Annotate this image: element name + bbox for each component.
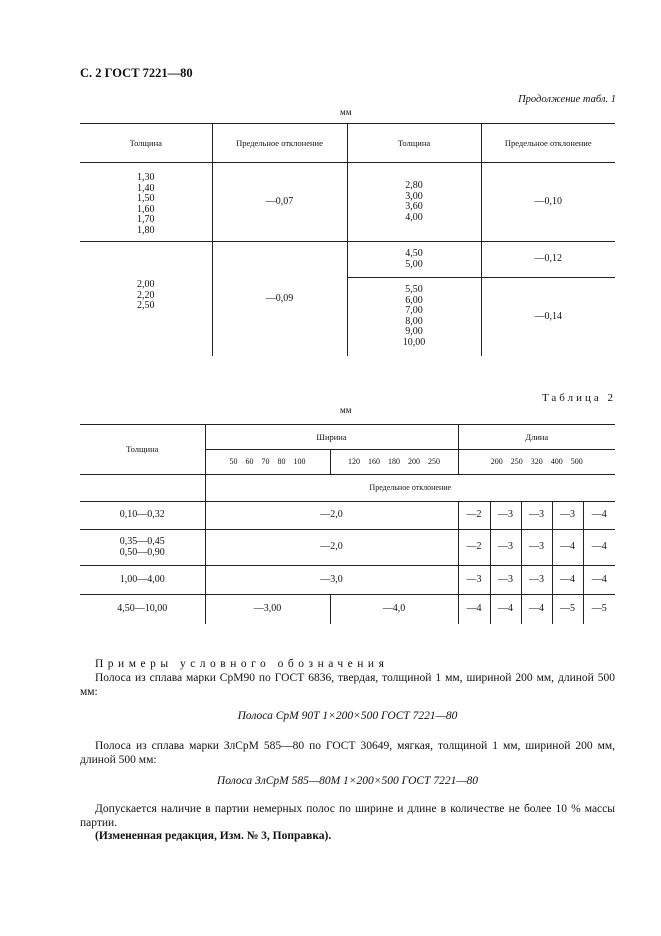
- thickness-list: 4,50 5,00: [347, 242, 481, 278]
- length-deviation: —3: [458, 566, 490, 595]
- col-thickness-2: Толщина: [347, 124, 481, 163]
- table1-row: [80, 242, 615, 278]
- table1-unit: мм: [340, 107, 352, 117]
- width-deviation: —2,0: [205, 530, 458, 566]
- deviation-value: —0,07: [212, 163, 347, 242]
- length-deviation: —3: [552, 502, 583, 530]
- length-deviation: —4: [552, 566, 583, 595]
- example-paragraph-2: Полоса из сплава марки ЗлСрМ 585—80 по ГОСТ 30649, мягкая, толщиной 1 мм, шириной 200 мм, длиной 500 мм:: [80, 740, 615, 766]
- length-deviation: —3: [521, 566, 552, 595]
- col-deviation-1: Предельное отклонение: [212, 124, 347, 163]
- length-deviation: —5: [583, 595, 615, 624]
- thickness-list: 2,80 3,00 3,60 4,00: [347, 163, 481, 242]
- width-deviation: —3,00: [205, 595, 330, 624]
- length-deviation: —4: [583, 566, 615, 595]
- deviation-header: Предельное отклонение: [205, 475, 615, 502]
- width-deviation: —3,0: [205, 566, 458, 595]
- example-formula-2: Полоса ЗлСрМ 585—80М 1×200×500 ГОСТ 7221—80: [216, 775, 479, 787]
- thickness-cell: 0,35—0,45 0,50—0,90: [80, 530, 205, 566]
- table1-header-row: [80, 124, 615, 163]
- deviation-value: —0,09: [212, 242, 347, 356]
- deviation-value: —0,12: [481, 242, 615, 278]
- length-deviation: —4: [521, 595, 552, 624]
- table-row: [80, 530, 615, 566]
- table2-header-row: [80, 425, 615, 450]
- table-row: [80, 502, 615, 530]
- length-deviation: —4: [583, 530, 615, 566]
- length-deviation: —3: [490, 502, 521, 530]
- length-deviation: —2: [458, 502, 490, 530]
- table-row: [80, 566, 615, 595]
- length-deviation: —4: [458, 595, 490, 624]
- length-deviation: —2: [458, 530, 490, 566]
- thickness-cell: 4,50—10,00: [80, 595, 205, 624]
- examples-title: Примеры условного обозначения: [95, 658, 389, 670]
- length-deviation: —4: [552, 530, 583, 566]
- width-deviation: —4,0: [330, 595, 458, 624]
- width-deviation: —2,0: [205, 502, 458, 530]
- empty-cell: [80, 475, 205, 502]
- table-1: [80, 123, 615, 356]
- length-values: 200 250 320 400 500: [458, 450, 615, 475]
- table1-row: [80, 163, 615, 242]
- width-values-group1: 50 60 70 80 100: [205, 450, 330, 475]
- amendment-note: (Измененная редакция, Изм. № 3, Поправка).: [95, 830, 332, 842]
- length-deviation: —3: [490, 566, 521, 595]
- col-deviation-2: Предельное отклонение: [481, 124, 615, 163]
- length-deviation: —3: [521, 502, 552, 530]
- example-formula-1: Полоса СрМ 90Т 1×200×500 ГОСТ 7221—80: [237, 710, 458, 722]
- thickness-list: 1,30 1,40 1,50 1,60 1,70 1,80: [137, 172, 155, 236]
- deviation-value: —0,14: [481, 278, 615, 356]
- thickness-cell: 1,00—4,00: [80, 566, 205, 595]
- table2-subheader-row: [80, 475, 615, 502]
- length-deviation: —4: [490, 595, 521, 624]
- deviation-value: —0,10: [481, 163, 615, 242]
- note-paragraph: Допускается наличие в партии немерных полос по ширине и длине в количестве не более 10 % массы партии.: [80, 803, 615, 829]
- col-length: Длина: [458, 425, 615, 450]
- table2-unit: мм: [340, 405, 352, 415]
- thickness-list: 5,50 6,00 7,00 8,00 9,00 10,00: [347, 278, 481, 356]
- col-width: Ширина: [205, 425, 458, 450]
- thickness-list: 2,00 2,20 2,50: [137, 279, 155, 311]
- col-thickness-1: Толщина: [80, 124, 212, 163]
- table-2: [80, 424, 615, 624]
- length-deviation: —3: [490, 530, 521, 566]
- table-row: [80, 595, 615, 624]
- col-thickness: Толщина: [80, 425, 205, 475]
- width-values-group2: 120 160 180 200 250: [330, 450, 458, 475]
- page-header: С. 2 ГОСТ 7221—80: [80, 66, 193, 80]
- length-deviation: —5: [552, 595, 583, 624]
- example-paragraph-1: Полоса из сплава марки СрМ90 по ГОСТ 6836, твердая, толщиной 1 мм, шириной 200 мм, длиной 500 мм:: [80, 672, 615, 698]
- thickness-cell: 0,10—0,32: [80, 502, 205, 530]
- length-deviation: —4: [583, 502, 615, 530]
- length-deviation: —3: [521, 530, 552, 566]
- table2-title: Таблица 2: [541, 392, 616, 404]
- table-continuation-label: Продолжение табл. 1: [518, 94, 616, 105]
